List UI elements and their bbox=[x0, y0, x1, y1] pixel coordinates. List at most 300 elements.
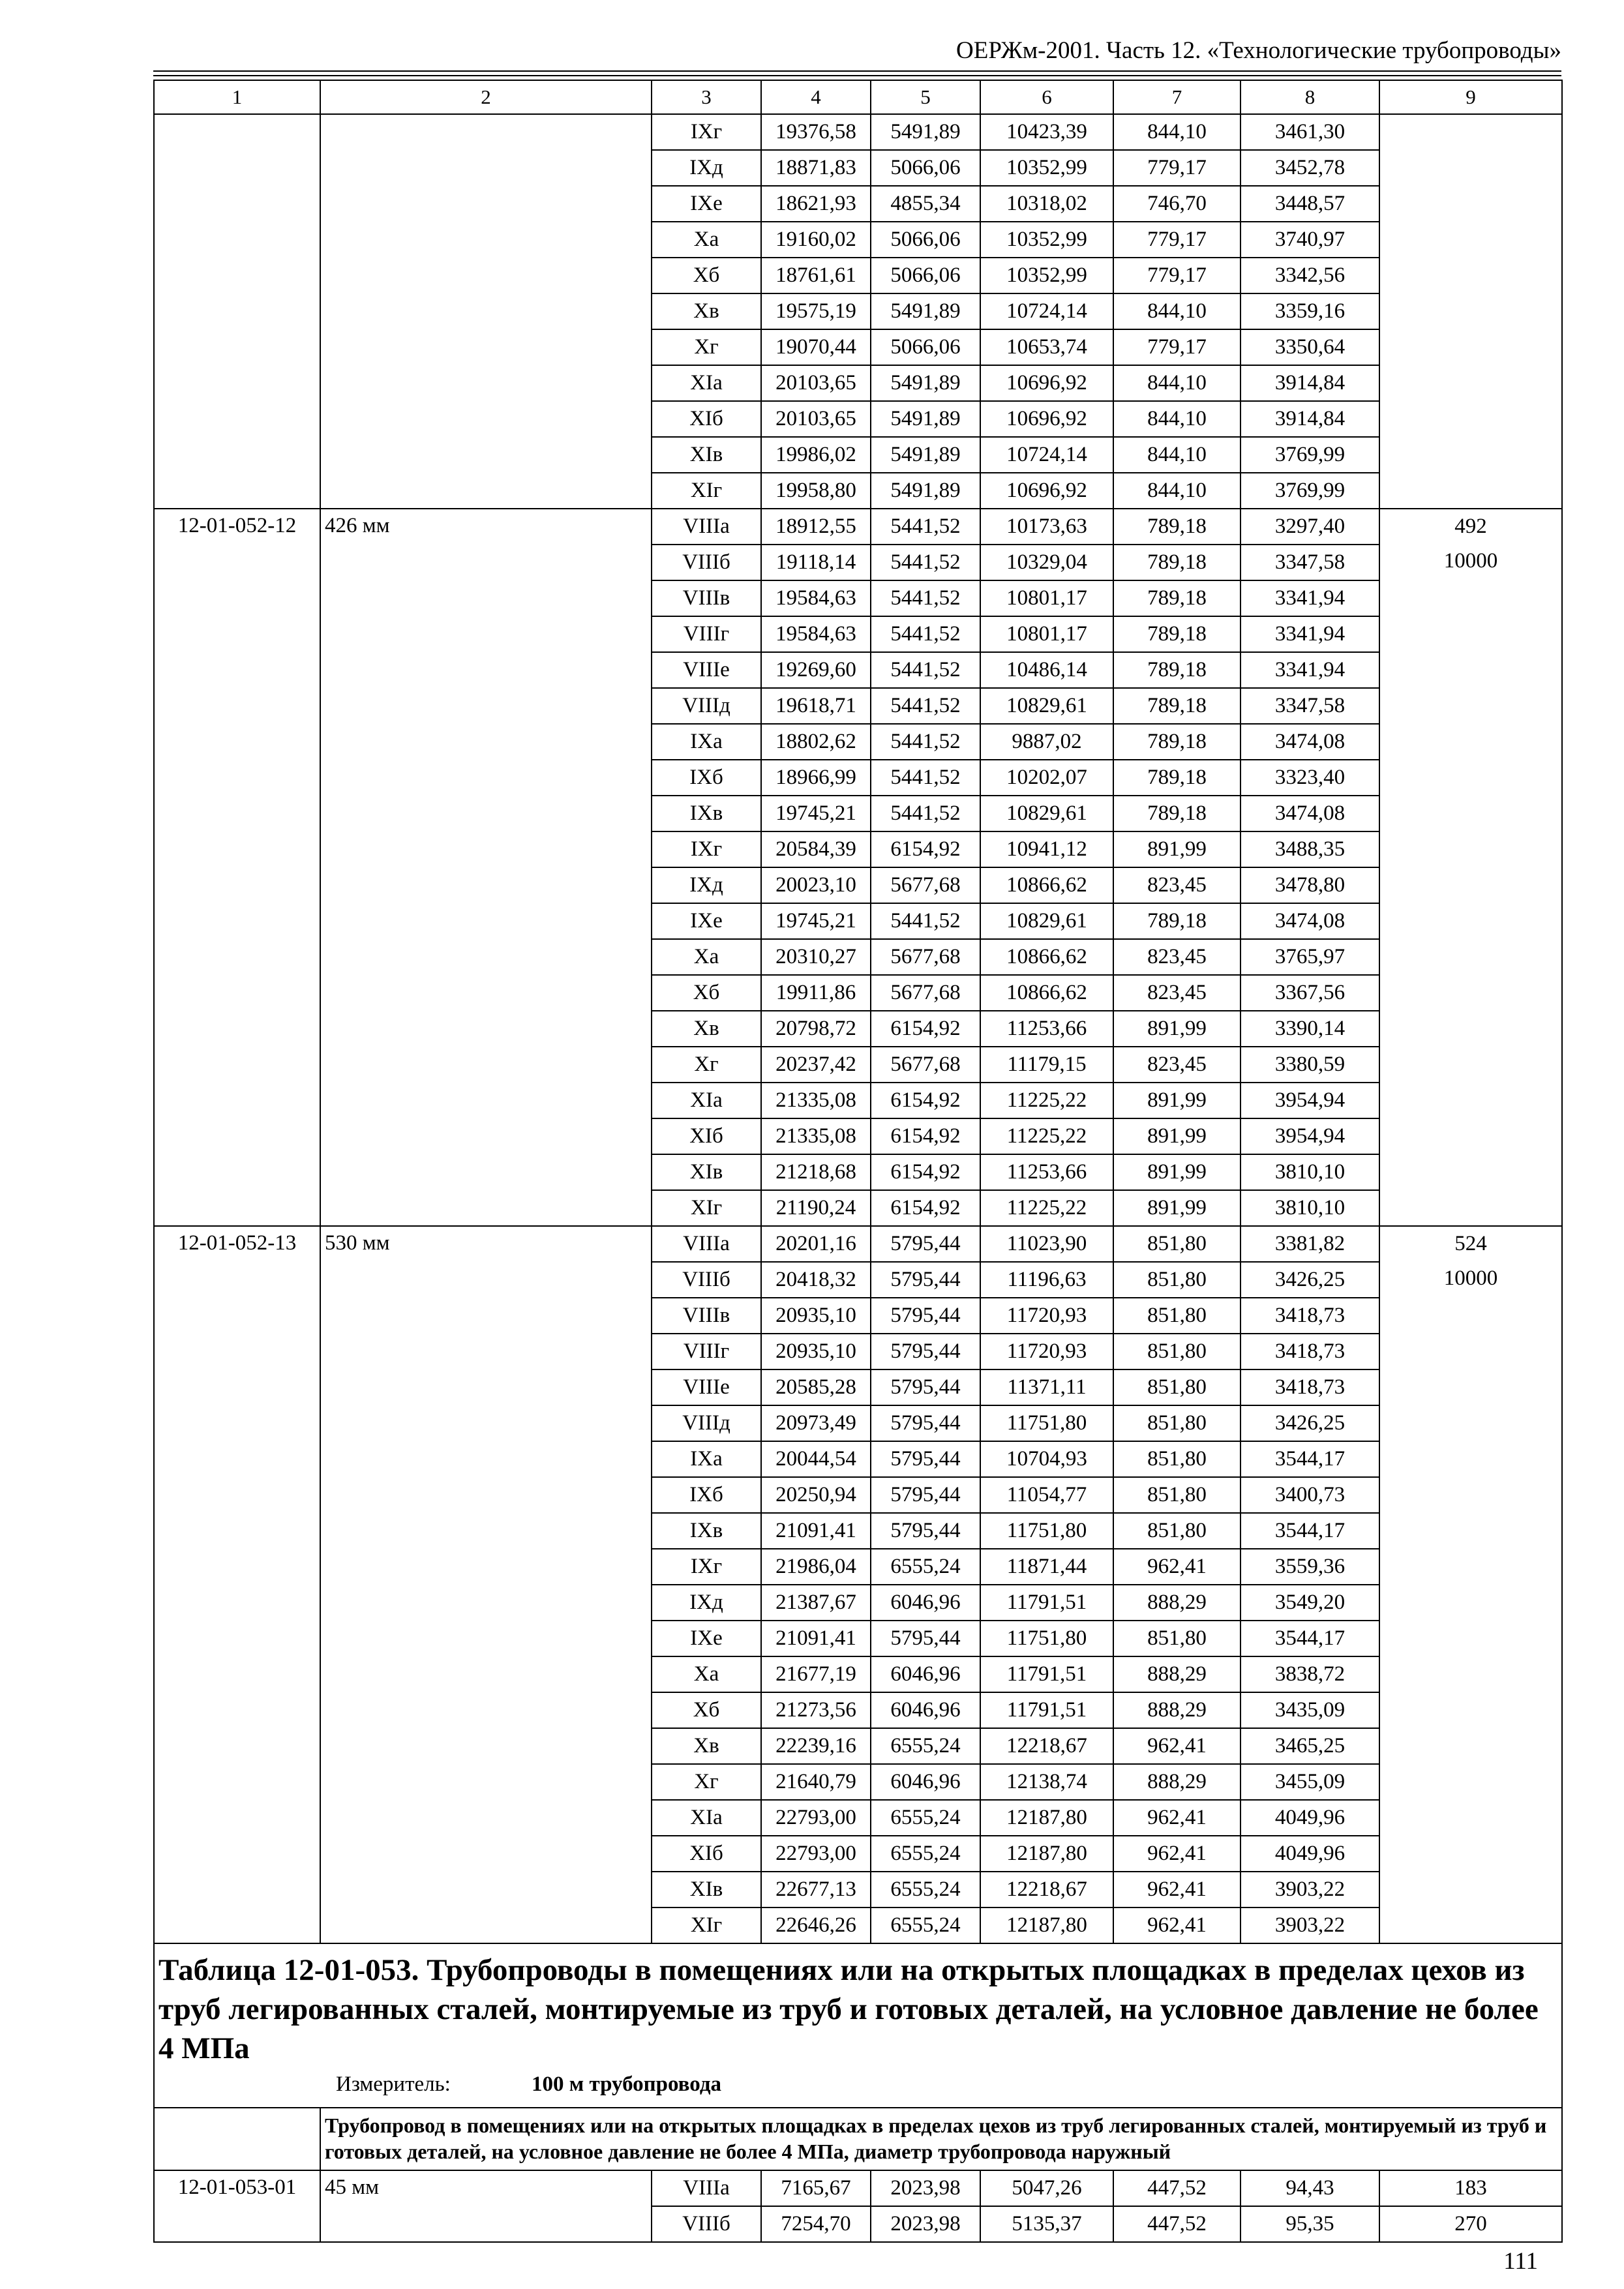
machines-cell: 10724,14 bbox=[980, 437, 1113, 473]
labor-cell bbox=[1379, 1226, 1562, 1943]
machines-cell: 10829,61 bbox=[980, 903, 1113, 939]
machinist-wages-cell: 962,41 bbox=[1113, 1549, 1241, 1585]
materials-cell: 3426,25 bbox=[1241, 1262, 1379, 1298]
machines-cell: 10352,99 bbox=[980, 150, 1113, 186]
total-cost-cell: 22793,00 bbox=[761, 1800, 871, 1836]
machines-cell: 11371,11 bbox=[980, 1369, 1113, 1405]
table-row bbox=[154, 114, 1562, 150]
total-cost-cell: 19269,60 bbox=[761, 652, 871, 688]
total-cost-cell: 21640,79 bbox=[761, 1764, 871, 1800]
materials-cell: 3341,94 bbox=[1241, 616, 1379, 652]
machines-cell: 5135,37 bbox=[980, 2206, 1113, 2242]
total-cost-cell: 21387,67 bbox=[761, 1585, 871, 1621]
condition-cell: IXб bbox=[652, 760, 761, 796]
machinist-wages-cell: 823,45 bbox=[1113, 867, 1241, 903]
wages-cell: 5441,52 bbox=[871, 724, 980, 760]
materials-cell: 3559,36 bbox=[1241, 1549, 1379, 1585]
total-cost-cell: 22793,00 bbox=[761, 1836, 871, 1872]
condition-cell: XIв bbox=[652, 437, 761, 473]
condition-cell: Xб bbox=[652, 975, 761, 1011]
condition-cell: Xв bbox=[652, 1011, 761, 1047]
condition-cell: XIа bbox=[652, 365, 761, 401]
wages-cell: 6555,24 bbox=[871, 1908, 980, 1943]
condition-cell: IXе bbox=[652, 186, 761, 222]
machines-cell: 11023,90 bbox=[980, 1226, 1113, 1262]
diameter-cell: 426 мм bbox=[320, 509, 652, 1226]
total-cost-cell: 21218,68 bbox=[761, 1154, 871, 1190]
materials-cell: 3418,73 bbox=[1241, 1298, 1379, 1334]
machinist-wages-cell: 823,45 bbox=[1113, 975, 1241, 1011]
table-row bbox=[154, 509, 1562, 545]
total-cost-cell: 19070,44 bbox=[761, 329, 871, 365]
materials-cell: 3435,09 bbox=[1241, 1692, 1379, 1728]
materials-cell: 3954,94 bbox=[1241, 1083, 1379, 1118]
materials-cell: 3465,25 bbox=[1241, 1728, 1379, 1764]
condition-cell: IXд bbox=[652, 1585, 761, 1621]
machinist-wages-cell: 789,18 bbox=[1113, 616, 1241, 652]
total-cost-cell: 19584,63 bbox=[761, 616, 871, 652]
condition-cell: XIг bbox=[652, 1908, 761, 1943]
column-number: 9 bbox=[1379, 80, 1562, 114]
diameter-cell bbox=[320, 114, 652, 509]
machinist-wages-cell: 779,17 bbox=[1113, 258, 1241, 293]
total-cost-cell: 19160,02 bbox=[761, 222, 871, 258]
condition-cell: XIв bbox=[652, 1872, 761, 1908]
total-cost-cell: 19575,19 bbox=[761, 293, 871, 329]
wages-cell: 6154,92 bbox=[871, 831, 980, 867]
machinist-wages-cell: 789,18 bbox=[1113, 652, 1241, 688]
machinist-wages-cell: 844,10 bbox=[1113, 437, 1241, 473]
table-title: Таблица 12-01-053. Трубопроводы в помещениях или на открытых площадках в пределах цехов из труб легированных сталей, монтируемые из труб и готовых деталей, на условное давление не более 4 МПа bbox=[158, 1953, 1539, 2065]
total-cost-cell: 19745,21 bbox=[761, 796, 871, 831]
wages-cell: 5441,52 bbox=[871, 796, 980, 831]
condition-cell: VIIIв bbox=[652, 1298, 761, 1334]
total-cost-cell: 21091,41 bbox=[761, 1513, 871, 1549]
materials-cell: 3418,73 bbox=[1241, 1334, 1379, 1369]
materials-cell: 3954,94 bbox=[1241, 1118, 1379, 1154]
header-rule bbox=[153, 70, 1561, 72]
machinist-wages-cell: 851,80 bbox=[1113, 1298, 1241, 1334]
machines-cell: 10486,14 bbox=[980, 652, 1113, 688]
condition-cell: VIIIе bbox=[652, 652, 761, 688]
machines-cell: 10423,39 bbox=[980, 114, 1113, 150]
wages-cell: 5491,89 bbox=[871, 401, 980, 437]
total-cost-cell: 21190,24 bbox=[761, 1190, 871, 1226]
machines-cell: 10202,07 bbox=[980, 760, 1113, 796]
total-cost-cell: 19618,71 bbox=[761, 688, 871, 724]
condition-cell: VIIIд bbox=[652, 1405, 761, 1441]
machinist-wages-cell: 888,29 bbox=[1113, 1692, 1241, 1728]
total-cost-cell: 18802,62 bbox=[761, 724, 871, 760]
materials-cell: 3452,78 bbox=[1241, 150, 1379, 186]
total-cost-cell: 20103,65 bbox=[761, 401, 871, 437]
total-cost-cell: 20973,49 bbox=[761, 1405, 871, 1441]
wages-cell: 5795,44 bbox=[871, 1477, 980, 1513]
total-cost-cell: 21335,08 bbox=[761, 1083, 871, 1118]
wages-cell: 6555,24 bbox=[871, 1549, 980, 1585]
materials-cell: 3474,08 bbox=[1241, 903, 1379, 939]
machinist-wages-cell: 851,80 bbox=[1113, 1477, 1241, 1513]
machinist-wages-cell: 844,10 bbox=[1113, 114, 1241, 150]
materials-cell: 3400,73 bbox=[1241, 1477, 1379, 1513]
condition-cell: Xг bbox=[652, 329, 761, 365]
machines-cell: 12187,80 bbox=[980, 1836, 1113, 1872]
wages-cell: 5677,68 bbox=[871, 1047, 980, 1083]
machinist-wages-cell: 891,99 bbox=[1113, 1083, 1241, 1118]
materials-cell: 3461,30 bbox=[1241, 114, 1379, 150]
machines-cell: 12218,67 bbox=[980, 1872, 1113, 1908]
column-number-row bbox=[154, 80, 1562, 114]
total-cost-cell: 20935,10 bbox=[761, 1334, 871, 1369]
materials-cell: 3544,17 bbox=[1241, 1621, 1379, 1656]
condition-cell: VIIIа bbox=[652, 2170, 761, 2206]
materials-cell: 3810,10 bbox=[1241, 1154, 1379, 1190]
wages-cell: 5795,44 bbox=[871, 1405, 980, 1441]
machines-cell: 11225,22 bbox=[980, 1118, 1113, 1154]
machinist-wages-cell: 844,10 bbox=[1113, 293, 1241, 329]
labor-value: 10000 bbox=[1443, 1266, 1498, 1290]
machinist-wages-cell: 962,41 bbox=[1113, 1836, 1241, 1872]
wages-cell: 5795,44 bbox=[871, 1621, 980, 1656]
machines-cell: 10829,61 bbox=[980, 796, 1113, 831]
wages-cell: 5795,44 bbox=[871, 1513, 980, 1549]
machines-cell: 11791,51 bbox=[980, 1585, 1113, 1621]
machinist-wages-cell: 891,99 bbox=[1113, 1154, 1241, 1190]
empty-cell bbox=[154, 2108, 320, 2170]
materials-cell: 3769,99 bbox=[1241, 473, 1379, 509]
machines-cell: 10173,63 bbox=[980, 509, 1113, 545]
wages-cell: 5441,52 bbox=[871, 509, 980, 545]
machinist-wages-cell: 888,29 bbox=[1113, 1656, 1241, 1692]
column-number: 5 bbox=[871, 80, 980, 114]
wages-cell: 6555,24 bbox=[871, 1872, 980, 1908]
materials-cell: 3347,58 bbox=[1241, 688, 1379, 724]
materials-cell: 3426,25 bbox=[1241, 1405, 1379, 1441]
wages-cell: 5066,06 bbox=[871, 222, 980, 258]
machinist-wages-cell: 789,18 bbox=[1113, 796, 1241, 831]
machinist-wages-cell: 823,45 bbox=[1113, 1047, 1241, 1083]
labor-cell bbox=[1379, 114, 1562, 509]
meter-value: 100 м трубопровода bbox=[532, 2072, 722, 2096]
wages-cell: 5066,06 bbox=[871, 258, 980, 293]
header-rule bbox=[153, 75, 1561, 76]
machines-cell: 11791,51 bbox=[980, 1692, 1113, 1728]
machines-cell: 10696,92 bbox=[980, 401, 1113, 437]
wages-cell: 6154,92 bbox=[871, 1011, 980, 1047]
page-header-title: ОЕРЖм-2001. Часть 12. «Технологические трубопроводы» bbox=[956, 37, 1561, 64]
condition-cell: VIIIг bbox=[652, 616, 761, 652]
total-cost-cell: 21335,08 bbox=[761, 1118, 871, 1154]
materials-cell: 3903,22 bbox=[1241, 1872, 1379, 1908]
wages-cell: 5491,89 bbox=[871, 473, 980, 509]
total-cost-cell: 19745,21 bbox=[761, 903, 871, 939]
work-description: Трубопровод в помещениях или на открытых площадках в пределах цехов из труб легированных сталей, монтируемый из труб и готовых деталей, на условное давление не более 4 МПа, диаметр трубопровода наружный bbox=[320, 2108, 1562, 2170]
machines-cell: 10704,93 bbox=[980, 1441, 1113, 1477]
wages-cell: 5441,52 bbox=[871, 760, 980, 796]
condition-cell: XIб bbox=[652, 1118, 761, 1154]
condition-cell: VIIIг bbox=[652, 1334, 761, 1369]
machinist-wages-cell: 789,18 bbox=[1113, 545, 1241, 580]
condition-cell: IXв bbox=[652, 1513, 761, 1549]
machines-cell: 12187,80 bbox=[980, 1800, 1113, 1836]
machines-cell: 10696,92 bbox=[980, 473, 1113, 509]
wages-cell: 5441,52 bbox=[871, 580, 980, 616]
wages-cell: 6154,92 bbox=[871, 1118, 980, 1154]
total-cost-cell: 21677,19 bbox=[761, 1656, 871, 1692]
condition-cell: Xб bbox=[652, 1692, 761, 1728]
condition-cell: XIб bbox=[652, 401, 761, 437]
labor-value: 492 bbox=[1454, 515, 1487, 538]
materials-cell: 4049,96 bbox=[1241, 1836, 1379, 1872]
total-cost-cell: 20023,10 bbox=[761, 867, 871, 903]
machinist-wages-cell: 851,80 bbox=[1113, 1262, 1241, 1298]
machinist-wages-cell: 789,18 bbox=[1113, 903, 1241, 939]
machinist-wages-cell: 823,45 bbox=[1113, 939, 1241, 975]
wages-cell: 5677,68 bbox=[871, 867, 980, 903]
condition-cell: Xв bbox=[652, 1728, 761, 1764]
machines-cell: 5047,26 bbox=[980, 2170, 1113, 2206]
machines-cell: 10352,99 bbox=[980, 222, 1113, 258]
machines-cell: 10866,62 bbox=[980, 867, 1113, 903]
column-number: 8 bbox=[1241, 80, 1379, 114]
condition-cell: VIIIб bbox=[652, 1262, 761, 1298]
condition-cell: XIа bbox=[652, 1083, 761, 1118]
machines-cell: 11196,63 bbox=[980, 1262, 1113, 1298]
condition-cell: XIг bbox=[652, 1190, 761, 1226]
total-cost-cell: 19986,02 bbox=[761, 437, 871, 473]
machinist-wages-cell: 962,41 bbox=[1113, 1872, 1241, 1908]
condition-cell: XIа bbox=[652, 1800, 761, 1836]
machinist-wages-cell: 851,80 bbox=[1113, 1369, 1241, 1405]
machines-cell: 10829,61 bbox=[980, 688, 1113, 724]
materials-cell: 3367,56 bbox=[1241, 975, 1379, 1011]
machinist-wages-cell: 891,99 bbox=[1113, 1011, 1241, 1047]
wages-cell: 5795,44 bbox=[871, 1441, 980, 1477]
materials-cell: 3810,10 bbox=[1241, 1190, 1379, 1226]
materials-cell: 3297,40 bbox=[1241, 509, 1379, 545]
machines-cell: 11225,22 bbox=[980, 1190, 1113, 1226]
meter-label: Измеритель: bbox=[336, 2072, 451, 2096]
machines-cell: 11751,80 bbox=[980, 1621, 1113, 1656]
labor-cell: 183 bbox=[1379, 2170, 1562, 2206]
total-cost-cell: 22239,16 bbox=[761, 1728, 871, 1764]
materials-cell: 3418,73 bbox=[1241, 1369, 1379, 1405]
condition-cell: IXа bbox=[652, 1441, 761, 1477]
wages-cell: 5795,44 bbox=[871, 1298, 980, 1334]
condition-cell: IXе bbox=[652, 1621, 761, 1656]
column-number: 4 bbox=[761, 80, 871, 114]
condition-cell: XIв bbox=[652, 1154, 761, 1190]
materials-cell: 95,35 bbox=[1241, 2206, 1379, 2242]
table-caption-row bbox=[154, 1943, 1562, 2108]
materials-cell: 3323,40 bbox=[1241, 760, 1379, 796]
table-row bbox=[154, 2170, 1562, 2206]
machines-cell: 11751,80 bbox=[980, 1405, 1113, 1441]
wages-cell: 5491,89 bbox=[871, 114, 980, 150]
machines-cell: 11054,77 bbox=[980, 1477, 1113, 1513]
total-cost-cell: 20103,65 bbox=[761, 365, 871, 401]
machinist-wages-cell: 962,41 bbox=[1113, 1800, 1241, 1836]
total-cost-cell: 18761,61 bbox=[761, 258, 871, 293]
machinist-wages-cell: 447,52 bbox=[1113, 2170, 1241, 2206]
diameter-cell: 45 мм bbox=[320, 2170, 652, 2242]
materials-cell: 3448,57 bbox=[1241, 186, 1379, 222]
code-cell: 12-01-052-12 bbox=[154, 509, 320, 1226]
wages-cell: 5491,89 bbox=[871, 293, 980, 329]
wages-cell: 2023,98 bbox=[871, 2170, 980, 2206]
table-caption bbox=[154, 1943, 1562, 2108]
machinist-wages-cell: 779,17 bbox=[1113, 150, 1241, 186]
materials-cell: 3478,80 bbox=[1241, 867, 1379, 903]
materials-cell: 3380,59 bbox=[1241, 1047, 1379, 1083]
total-cost-cell: 7165,67 bbox=[761, 2170, 871, 2206]
machines-cell: 10801,17 bbox=[980, 580, 1113, 616]
materials-cell: 3769,99 bbox=[1241, 437, 1379, 473]
wages-cell: 5795,44 bbox=[871, 1334, 980, 1369]
wages-cell: 5441,52 bbox=[871, 616, 980, 652]
condition-cell: Xв bbox=[652, 293, 761, 329]
machines-cell: 10724,14 bbox=[980, 293, 1113, 329]
condition-cell: IXб bbox=[652, 1477, 761, 1513]
machines-cell: 11179,15 bbox=[980, 1047, 1113, 1083]
wages-cell: 5795,44 bbox=[871, 1262, 980, 1298]
condition-cell: XIб bbox=[652, 1836, 761, 1872]
materials-cell: 3740,97 bbox=[1241, 222, 1379, 258]
price-table bbox=[153, 80, 1563, 2243]
machines-cell: 10866,62 bbox=[980, 975, 1113, 1011]
total-cost-cell: 20237,42 bbox=[761, 1047, 871, 1083]
machinist-wages-cell: 851,80 bbox=[1113, 1405, 1241, 1441]
condition-cell: IXд bbox=[652, 867, 761, 903]
machinist-wages-cell: 891,99 bbox=[1113, 1190, 1241, 1226]
machinist-wages-cell: 844,10 bbox=[1113, 473, 1241, 509]
total-cost-cell: 22646,26 bbox=[761, 1908, 871, 1943]
materials-cell: 3488,35 bbox=[1241, 831, 1379, 867]
materials-cell: 3342,56 bbox=[1241, 258, 1379, 293]
labor-cell: 270 bbox=[1379, 2206, 1562, 2242]
wages-cell: 5441,52 bbox=[871, 903, 980, 939]
materials-cell: 3474,08 bbox=[1241, 796, 1379, 831]
materials-cell: 3341,94 bbox=[1241, 652, 1379, 688]
wages-cell: 5491,89 bbox=[871, 437, 980, 473]
total-cost-cell: 19584,63 bbox=[761, 580, 871, 616]
condition-cell: Xг bbox=[652, 1764, 761, 1800]
condition-cell: VIIIа bbox=[652, 1226, 761, 1262]
wages-cell: 6555,24 bbox=[871, 1800, 980, 1836]
machines-cell: 11225,22 bbox=[980, 1083, 1113, 1118]
condition-cell: VIIIб bbox=[652, 545, 761, 580]
materials-cell: 3359,16 bbox=[1241, 293, 1379, 329]
total-cost-cell: 18966,99 bbox=[761, 760, 871, 796]
wages-cell: 5795,44 bbox=[871, 1226, 980, 1262]
machines-cell: 10941,12 bbox=[980, 831, 1113, 867]
condition-cell: XIг bbox=[652, 473, 761, 509]
materials-cell: 3455,09 bbox=[1241, 1764, 1379, 1800]
machinist-wages-cell: 891,99 bbox=[1113, 1118, 1241, 1154]
machinist-wages-cell: 789,18 bbox=[1113, 760, 1241, 796]
code-cell bbox=[154, 114, 320, 509]
machinist-wages-cell: 789,18 bbox=[1113, 724, 1241, 760]
machinist-wages-cell: 891,99 bbox=[1113, 831, 1241, 867]
condition-cell: Xб bbox=[652, 258, 761, 293]
column-number: 1 bbox=[154, 80, 320, 114]
total-cost-cell: 19958,80 bbox=[761, 473, 871, 509]
machines-cell: 11871,44 bbox=[980, 1549, 1113, 1585]
machinist-wages-cell: 888,29 bbox=[1113, 1764, 1241, 1800]
condition-cell: VIIIв bbox=[652, 580, 761, 616]
wages-cell: 6046,96 bbox=[871, 1764, 980, 1800]
materials-cell: 3350,64 bbox=[1241, 329, 1379, 365]
machinist-wages-cell: 851,80 bbox=[1113, 1334, 1241, 1369]
wages-cell: 6154,92 bbox=[871, 1083, 980, 1118]
machinist-wages-cell: 789,18 bbox=[1113, 580, 1241, 616]
wages-cell: 6046,96 bbox=[871, 1656, 980, 1692]
machinist-wages-cell: 746,70 bbox=[1113, 186, 1241, 222]
condition-cell: VIIIа bbox=[652, 509, 761, 545]
machinist-wages-cell: 447,52 bbox=[1113, 2206, 1241, 2242]
condition-cell: IXг bbox=[652, 1549, 761, 1585]
total-cost-cell: 19376,58 bbox=[761, 114, 871, 150]
materials-cell: 3381,82 bbox=[1241, 1226, 1379, 1262]
materials-cell: 3347,58 bbox=[1241, 545, 1379, 580]
wages-cell: 5491,89 bbox=[871, 365, 980, 401]
machines-cell: 11720,93 bbox=[980, 1334, 1113, 1369]
materials-cell: 3544,17 bbox=[1241, 1441, 1379, 1477]
total-cost-cell: 22677,13 bbox=[761, 1872, 871, 1908]
condition-cell: Xа bbox=[652, 939, 761, 975]
wages-cell: 5441,52 bbox=[871, 545, 980, 580]
machines-cell: 11751,80 bbox=[980, 1513, 1113, 1549]
machines-cell: 10352,99 bbox=[980, 258, 1113, 293]
materials-cell: 3544,17 bbox=[1241, 1513, 1379, 1549]
total-cost-cell: 20584,39 bbox=[761, 831, 871, 867]
wages-cell: 6555,24 bbox=[871, 1728, 980, 1764]
condition-cell: IXа bbox=[652, 724, 761, 760]
wages-cell: 2023,98 bbox=[871, 2206, 980, 2242]
wages-cell: 6154,92 bbox=[871, 1190, 980, 1226]
wages-cell: 5441,52 bbox=[871, 652, 980, 688]
table-row bbox=[154, 1226, 1562, 1262]
materials-cell: 3838,72 bbox=[1241, 1656, 1379, 1692]
column-number: 3 bbox=[652, 80, 761, 114]
code-cell: 12-01-052-13 bbox=[154, 1226, 320, 1943]
labor-value: 10000 bbox=[1443, 549, 1498, 573]
code-cell: 12-01-053-01 bbox=[154, 2170, 320, 2242]
wages-cell: 5066,06 bbox=[871, 329, 980, 365]
condition-cell: VIIIе bbox=[652, 1369, 761, 1405]
wages-cell: 6046,96 bbox=[871, 1692, 980, 1728]
machinist-wages-cell: 851,80 bbox=[1113, 1513, 1241, 1549]
wages-cell: 6046,96 bbox=[871, 1585, 980, 1621]
materials-cell: 3390,14 bbox=[1241, 1011, 1379, 1047]
condition-cell: IXе bbox=[652, 903, 761, 939]
labor-cell bbox=[1379, 509, 1562, 1226]
condition-cell: VIIIб bbox=[652, 2206, 761, 2242]
condition-cell: IXг bbox=[652, 831, 761, 867]
machines-cell: 10329,04 bbox=[980, 545, 1113, 580]
condition-cell: VIIIд bbox=[652, 688, 761, 724]
wages-cell: 5677,68 bbox=[871, 939, 980, 975]
machinist-wages-cell: 789,18 bbox=[1113, 688, 1241, 724]
machines-cell: 11791,51 bbox=[980, 1656, 1113, 1692]
machines-cell: 10318,02 bbox=[980, 186, 1113, 222]
total-cost-cell: 20250,94 bbox=[761, 1477, 871, 1513]
machinist-wages-cell: 851,80 bbox=[1113, 1441, 1241, 1477]
machinist-wages-cell: 962,41 bbox=[1113, 1908, 1241, 1943]
total-cost-cell: 18621,93 bbox=[761, 186, 871, 222]
materials-cell: 3549,20 bbox=[1241, 1585, 1379, 1621]
wages-cell: 5795,44 bbox=[871, 1369, 980, 1405]
